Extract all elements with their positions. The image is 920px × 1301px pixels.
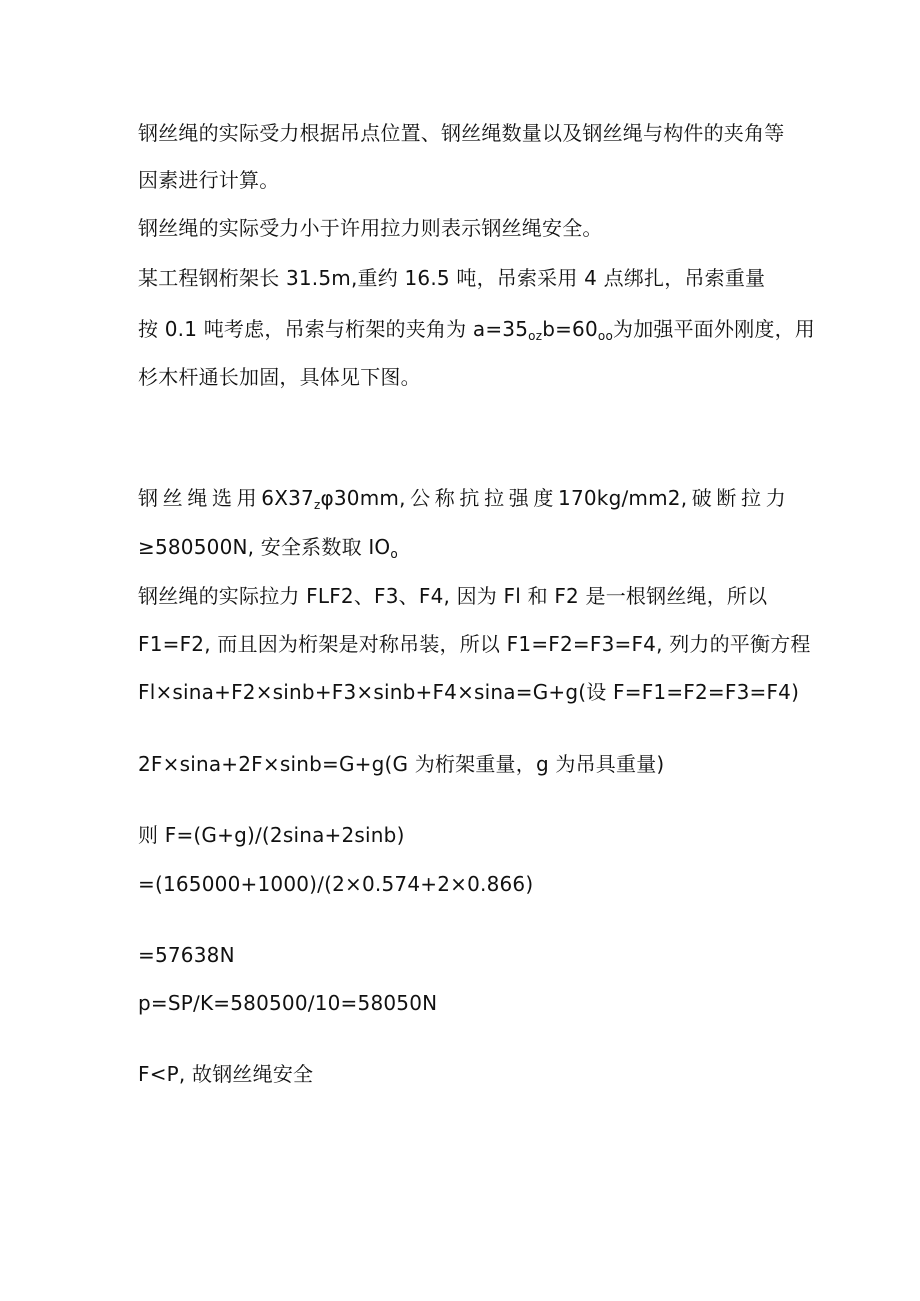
paragraph-5-line-3: Fl×sina+F2×sinb+F3×sinb+F4×sina=G+g(设 F=F1=F2=F3=F4) bbox=[138, 680, 800, 704]
paragraph-5-line-1: 钢丝绳的实际拉力 FLF2、F3、F4, 因为 Fl 和 F2 是一根钢丝绳，所以 bbox=[138, 584, 768, 608]
paragraph-1-line-2: 因素进行计算。 bbox=[138, 168, 280, 192]
equation-1: 2F×sina+2F×sinb=G+g(G 为桁架重量，g 为吊具重量) bbox=[138, 752, 665, 776]
paragraph-4-line-1 bbox=[138, 486, 786, 510]
word: 度 bbox=[533, 486, 554, 510]
word: 丝 bbox=[162, 486, 183, 510]
text-run: ≥580500N, 安全系数取 IO bbox=[138, 535, 391, 559]
subscript: o bbox=[390, 547, 398, 561]
word: 选 bbox=[211, 486, 233, 510]
text-run: b=60 bbox=[542, 317, 598, 341]
word: 破 bbox=[691, 486, 712, 510]
word: φ30mm, bbox=[320, 486, 406, 510]
word: 拉 bbox=[741, 486, 762, 510]
equation-3: =(165000+1000)∕(2×0.574+2×0.866) bbox=[138, 872, 534, 896]
word: 拉 bbox=[484, 486, 505, 510]
paragraph-1-line-1: 钢丝绳的实际受力根据吊点位置、钢丝绳数量以及钢丝绳与构件的夹角等 bbox=[138, 121, 785, 145]
word: 170kg∕mm2, bbox=[558, 486, 688, 510]
equation-2: 则 F=(G+g)∕(2sina+2sinb) bbox=[138, 823, 405, 847]
word: 6X37 bbox=[261, 486, 314, 510]
paragraph-3-line-3: 杉木杆通长加固，具体见下图。 bbox=[138, 365, 421, 389]
word: 公 bbox=[410, 486, 431, 510]
word: 抗 bbox=[459, 486, 480, 510]
conclusion: F<P, 故钢丝绳安全 bbox=[138, 1062, 314, 1086]
equation-5: p=SP∕K=580500∕10=58050N bbox=[138, 991, 438, 1015]
text-run: 为加强平面外刚度，用 bbox=[613, 317, 815, 341]
text-run: 按 0.1 吨考虑，吊索与桁架的夹角为 a=35 bbox=[138, 317, 529, 341]
word: 绳 bbox=[187, 486, 208, 510]
word: 断 bbox=[716, 486, 737, 510]
word-with-subscript bbox=[261, 486, 405, 510]
paragraph-2: 钢丝绳的实际受力小于许用拉力则表示钢丝绳安全。 bbox=[138, 216, 603, 240]
word: 称 bbox=[434, 486, 455, 510]
word: 强 bbox=[508, 486, 529, 510]
word: 力 bbox=[765, 486, 786, 510]
subscript: oz bbox=[528, 329, 543, 343]
paragraph-4-line-2 bbox=[138, 535, 398, 559]
subscript: z bbox=[313, 498, 321, 512]
paragraph-5-line-2: F1=F2, 而且因为桁架是对称吊装，所以 F1=F2=F3=F4, 列力的平衡方程 bbox=[138, 632, 811, 656]
word: 钢 bbox=[138, 486, 159, 510]
equation-4: =57638N bbox=[138, 943, 235, 967]
paragraph-3-line-2 bbox=[138, 317, 815, 341]
subscript: oo bbox=[597, 329, 613, 343]
paragraph-3-line-1: 某工程钢桁架长 31.5m,重约 16.5 吨，吊索采用 4 点绑扎，吊索重量 bbox=[138, 266, 766, 290]
word: 用 bbox=[236, 486, 257, 510]
